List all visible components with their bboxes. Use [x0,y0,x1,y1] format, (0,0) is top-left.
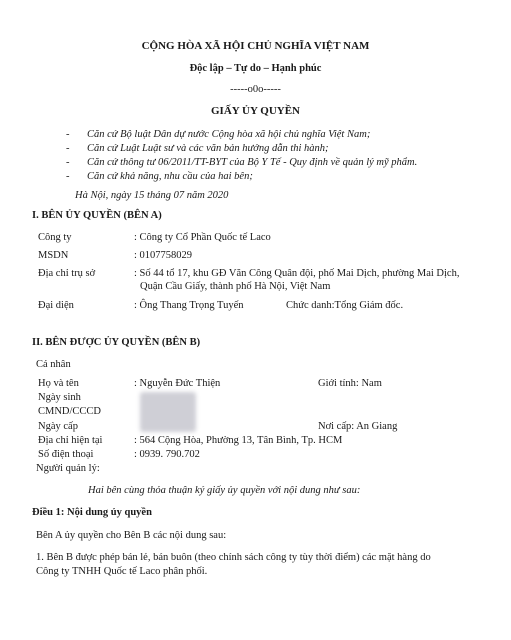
party-a-msdn-label: MSDN [38,250,69,261]
basis-item: Căn cứ thông tư 06/2011/TT-BYT của Bộ Y Tế - Quy định về quản lý mỹ phẩm. [87,157,418,168]
article-1-heading: Điều 1: Nội dung ủy quyền [32,507,152,518]
bullet: - [66,129,70,140]
party-b-address-value: : 564 Cộng Hòa, Phường 13, Tân Bình, Tp. HCM [134,435,343,446]
basis-item: Căn cứ Bộ luật Dân dự nước Cộng hòa xã hội chủ nghĩa Việt Nam; [87,129,371,140]
redacted-block [140,392,196,432]
document-title: GIẤY ỦY QUYỀN [210,105,301,117]
party-b-phone-value: : 0939. 790.702 [134,449,200,460]
separator: -----o0o----- [230,84,281,95]
party-b-address-label: Địa chỉ hiện tại [38,435,103,446]
party-b-issue-place: Nơi cấp: An Giang [318,421,398,432]
basis-item: Căn cứ Luật Luật sư và các văn bản hướng dẫn thi hành; [87,143,329,154]
party-a-address-value-line2: Quận Cầu Giấy, thành phố Hà Nội, Việt Nam [140,281,331,292]
party-b-phone-label: Số điện thoại [38,449,94,460]
party-b-id-label: CMND/CCCD [38,406,102,417]
bullet: - [66,143,70,154]
party-a-msdn-value: : 0107758029 [134,250,193,261]
party-a-representative-value: : Ông Thang Trọng Tuyến [134,300,244,311]
party-b-gender: Giới tính: Nam [318,378,382,389]
party-a-position: Chức danh:Tổng Giám đốc. [286,300,404,311]
party-a-heading: I. BÊN ỦY QUYỀN (BÊN A) [32,210,162,221]
bullet: - [66,171,70,182]
party-a-representative-label: Đại diện [38,300,74,311]
party-b-name-label: Họ và tên [38,378,79,389]
party-a-address-value: : Số 44 tổ 17, khu GĐ Văn Công Quân đội, phố Mai Dịch, phường Mai Dịch, [134,268,460,279]
motto: Độc lập – Tự do – Hạnh phúc [189,63,322,74]
basis-item: Căn cứ khả năng, nhu cầu của hai bên; [87,171,253,182]
bullet: - [66,157,70,168]
date-line: Hà Nội, ngày 15 tháng 07 năm 2020 [75,190,229,201]
agreement-statement: Hai bên cùng thỏa thuận ký giấy ủy quyền với nội dung như sau: [88,485,361,496]
party-b-dob-label: Ngày sinh [38,392,81,403]
party-b-name-value: : Nguyễn Đức Thiện [134,378,221,389]
party-b-heading: II. BÊN ĐƯỢC ỦY QUYỀN (BÊN B) [32,337,201,348]
party-b-manager-label: Người quản lý: [36,463,100,474]
article-1-item-1: 1. Bên B được phép bán lẻ, bán buôn (theo chính sách công ty tùy thời điểm) các mặt hàng do [36,552,431,563]
nation-title: CỘNG HÒA XÃ HỘI CHỦ NGHĨA VIỆT NAM [141,40,370,52]
party-a-company-value: : Công ty Cổ Phần Quốc tế Laco [134,232,271,243]
party-b-issue-date-label: Ngày cấp [38,421,78,432]
party-a-address-label: Địa chỉ trụ sở [38,268,96,279]
party-a-company-label: Công ty [38,232,72,243]
article-1-item-1-cont: Công ty TNHH Quốc tế Laco phân phối. [36,566,208,577]
party-b-type: Cá nhân [36,359,71,370]
article-1-intro: Bên A ủy quyền cho Bên B các nội dung sau: [36,530,227,541]
